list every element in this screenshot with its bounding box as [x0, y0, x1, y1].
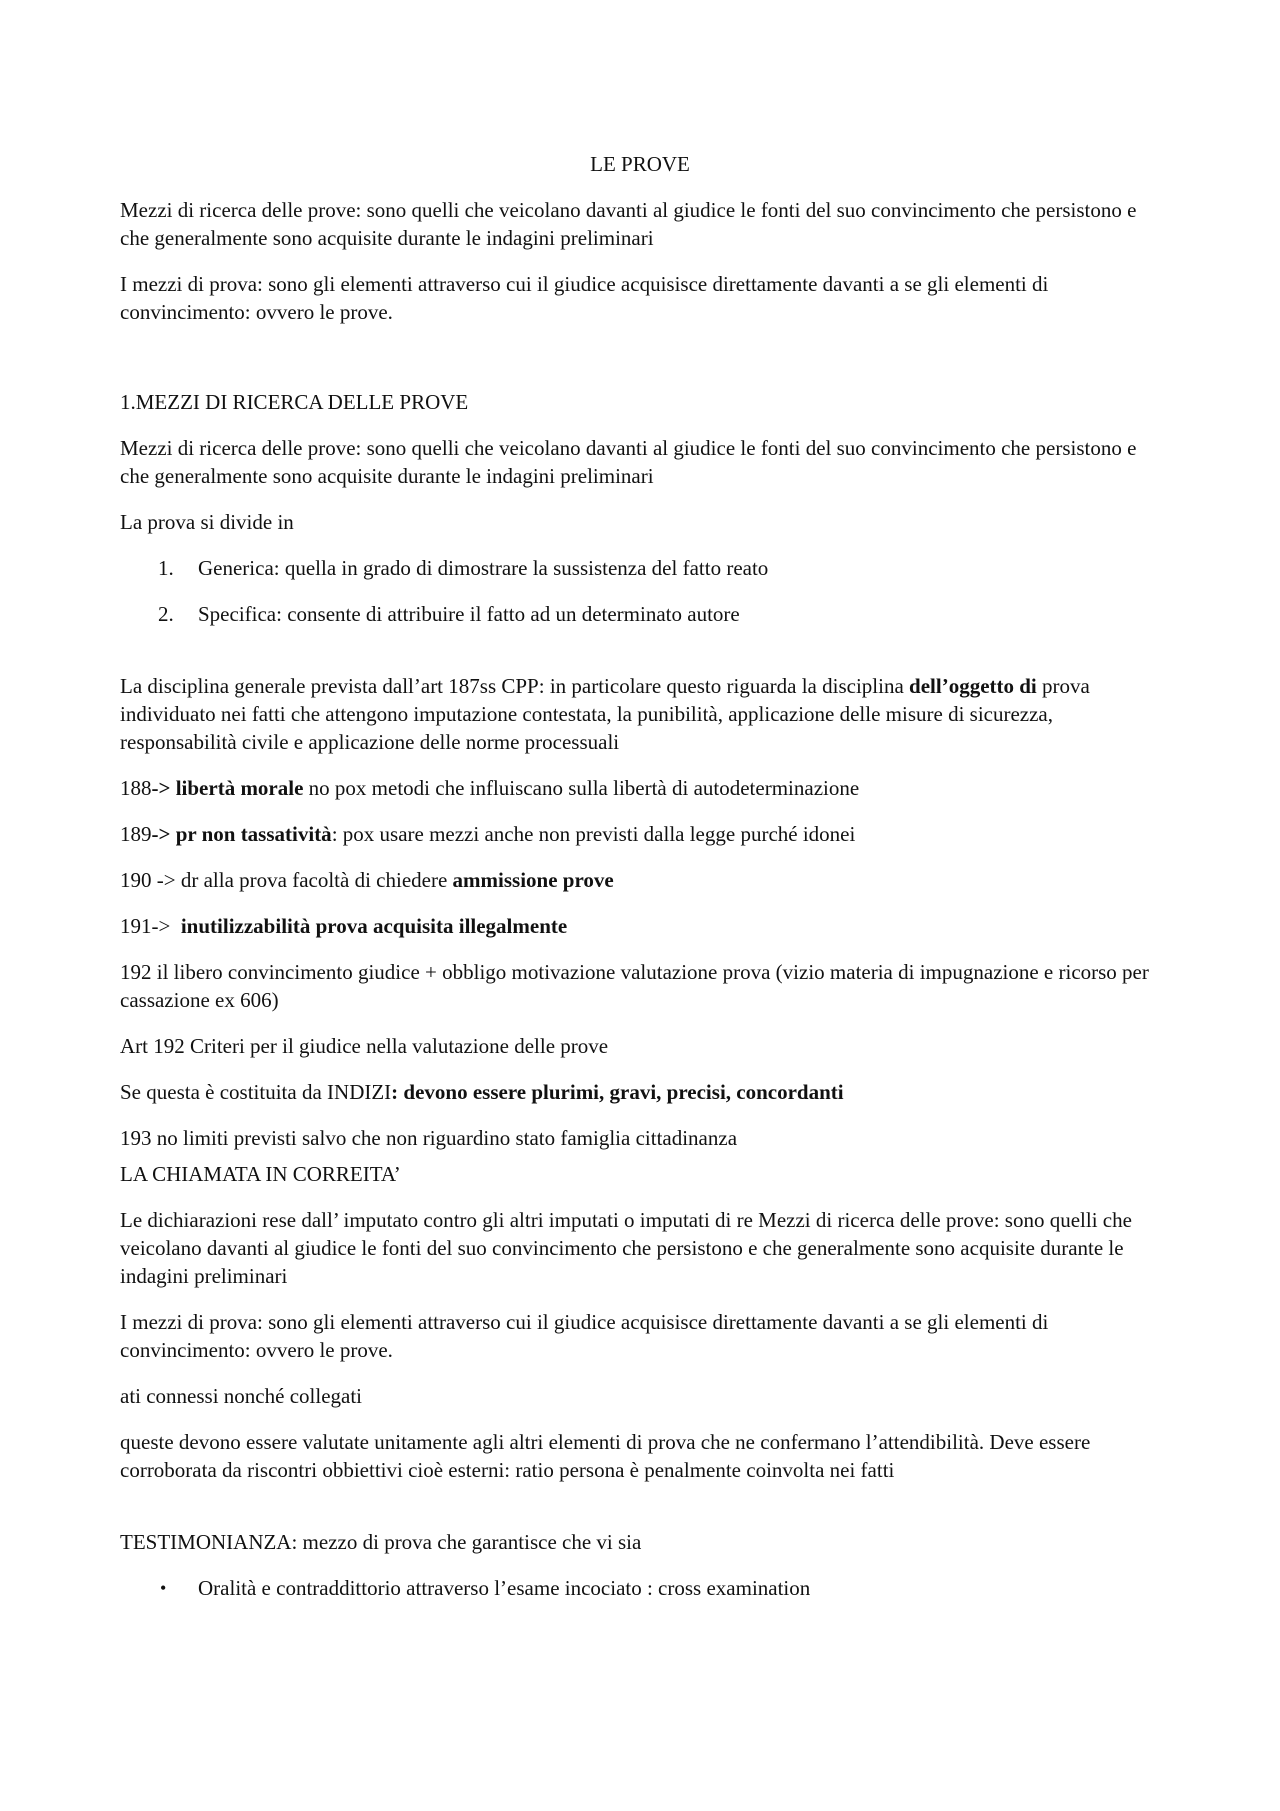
list-item — [120, 600, 1160, 628]
section-heading-mezzi-ricerca: 1.MEZZI DI RICERCA DELLE PROVE — [120, 390, 469, 414]
list-item — [120, 554, 1160, 582]
chiamata-paragraph-2: I mezzi di prova: sono gli elementi attraverso cui il giudice acquisisce direttamente davanti a se gli elementi di convincimento: ovvero le prove. — [120, 1310, 1049, 1362]
bullet-list — [120, 1574, 1160, 1602]
chiamata-paragraph-4: queste devono essere valutate unitamente agli altri elementi di prova che ne confermano l’attendibilità. Deve essere corroborata da riscontri obbiettivi cioè esterni: ratio persona è penalmente coinvolta nei fatti — [120, 1430, 1091, 1482]
art-193-paragraph: 193 no limiti previsti salvo che non riguardino stato famiglia cittadinanza — [120, 1126, 738, 1150]
art-189-paragraph: 189-> pr non tassatività: pox usare mezzi anche non previsti dalla legge purché idonei — [120, 822, 856, 846]
chiamata-paragraph-1: Le dichiarazioni rese dall’ imputato contro gli altri imputati o imputati di re Mezzi di ricerca delle prove: sono quelli che veicolano davanti al giudice le fonti del suo convincimento che persistono e che generalmente sono acquisite durante le indagini preliminari — [120, 1208, 1132, 1288]
art-192-criteri-paragraph: Art 192 Criteri per il giudice nella valutazione delle prove — [120, 1034, 609, 1058]
spacer — [120, 1502, 1160, 1528]
art-192-paragraph: 192 il libero convincimento giudice + obbligo motivazione valutazione prova (vizio materia di impugnazione e ricorso per cassazione ex 606) — [120, 960, 1149, 1012]
testimonianza-paragraph: TESTIMONIANZA: mezzo di prova che garantisce che vi sia — [120, 1530, 642, 1554]
spacer — [120, 646, 1160, 672]
section1-paragraph-1: Mezzi di ricerca delle prove: sono quelli che veicolano davanti al giudice le fonti del suo convincimento che persistono e che generalmente sono acquisite durante le indagini preliminari — [120, 436, 1137, 488]
list-item — [120, 1574, 1160, 1602]
section-heading-chiamata-correita: LA CHIAMATA IN CORREITA’ — [120, 1162, 401, 1186]
list-number: 1. — [158, 556, 174, 580]
art-191-paragraph: 191-> inutilizzabilità prova acquisita illegalmente — [120, 914, 568, 938]
section1-paragraph-2: La prova si divide in — [120, 510, 294, 534]
art-188-paragraph: 188-> libertà morale no pox metodi che influiscano sulla libertà di autodeterminazione — [120, 776, 860, 800]
indizi-paragraph: Se questa è costituita da INDIZI: devono essere plurimi, gravi, precisi, concordanti — [120, 1080, 844, 1104]
intro-paragraph-2: I mezzi di prova: sono gli elementi attraverso cui il giudice acquisisce direttamente davanti a se gli elementi di convincimento: ovvero le prove. — [120, 272, 1049, 324]
list-item-text: Oralità e contraddittorio attraverso l’esame incociato : cross examination — [198, 1576, 811, 1600]
document-title: LE PROVE — [590, 152, 690, 176]
list-item-text: Generica: quella in grado di dimostrare la sussistenza del fatto reato — [198, 556, 769, 580]
bullet-icon: • — [160, 1578, 167, 1598]
intro-paragraph-1: Mezzi di ricerca delle prove: sono quelli che veicolano davanti al giudice le fonti del suo convincimento che persistono e che generalmente sono acquisite durante le indagini preliminari — [120, 198, 1137, 250]
spacer — [120, 344, 1160, 388]
art-190-paragraph: 190 -> dr alla prova facoltà di chiedere ammissione prove — [120, 868, 614, 892]
list-item-text: Specifica: consente di attribuire il fatto ad un determinato autore — [198, 602, 740, 626]
chiamata-paragraph-3: ati connessi nonché collegati — [120, 1384, 363, 1408]
list-number: 2. — [158, 602, 174, 626]
numbered-list — [120, 554, 1160, 628]
disciplina-paragraph: La disciplina generale prevista dall’art 187ss CPP: in particolare questo riguarda la disciplina dell’oggetto di prova individuato nei fatti che attengono imputazione contestata, la punibilità, applicazione delle misure di sicurezza, responsabilità civile e applicazione delle norme processuali — [120, 674, 1090, 754]
document-page — [120, 150, 1160, 1620]
